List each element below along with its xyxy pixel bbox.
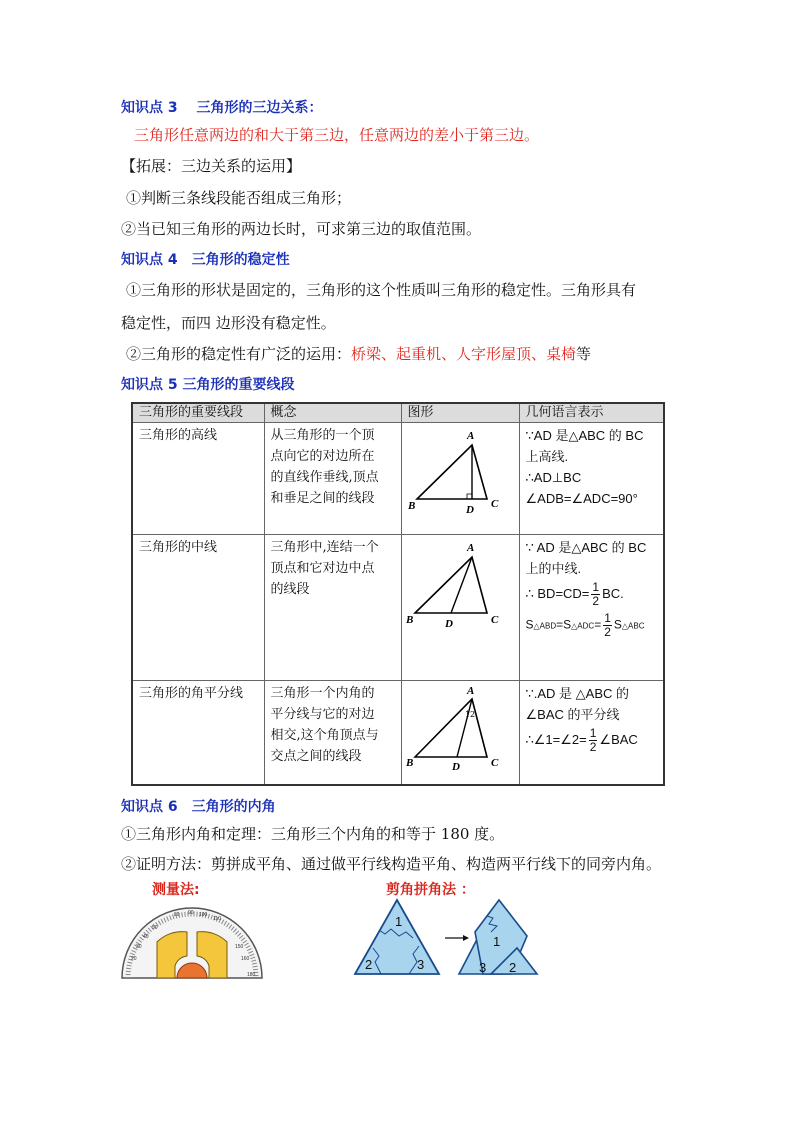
angle-2-label: 2 [469,710,475,719]
section-heading-k4: 知识点 4 三角形的稳定性 [121,252,290,268]
row-geometry-language [519,681,664,786]
table-header-row [132,403,664,423]
area-symbol: S [525,617,534,632]
vertex-b-label: B [405,757,413,769]
angle-2-number: 2 [365,957,373,972]
use-item-2: ②当已知三角形的两边长时，可求第三边的取值范围。 [121,220,482,238]
column-header: 概念 [264,403,401,423]
row-concept [264,423,401,535]
tick-label: 110 [213,916,221,922]
tick-label: 160 [241,956,250,962]
concept-line: 从三角形的一个顶 [270,428,375,443]
table-row-angle-bisector [132,681,664,786]
use-item-1: ①判断三条线段能否组成三角形； [126,189,352,207]
area-subscript: △ABC [621,621,645,631]
tick-label: 40 [143,934,149,940]
median-ad [451,557,472,613]
vertex-c-label: C [490,757,498,769]
vertex-b-label: B [405,614,413,626]
tick-label: 90 [188,910,194,916]
angle-2-number: 2 [509,960,517,975]
extension-title: 【拓展：三边关系的运用】 [121,157,302,175]
protractor-image [119,896,265,980]
point-d-label: D [451,761,460,773]
bisector-figure-cell [401,681,519,786]
fraction-half [589,727,598,754]
fraction-half [603,612,612,639]
geo-line-bisector-half [526,727,658,754]
angle-1-label: 1 [464,710,470,719]
tick-label: 80 [174,912,180,918]
cut-and-piece-image [351,896,541,980]
vertex-a-label: A [466,542,474,554]
triangle-abc [415,699,487,757]
geo-text: ∠BAC [599,731,638,747]
geo-line: ∵ AD 是△ABC 的 BC [525,540,647,555]
concept-line: 三角形一个内角的 [270,686,375,701]
tick-label: 50 [152,925,158,931]
stability-application [126,343,591,364]
geo-line: ∠ADB=∠ADC=90° [525,491,638,506]
row-name: 三角形的高线 [132,423,264,535]
concept-line: 相交,这个角顶点与 [270,728,379,743]
concept-line: 顶点和它对边中点 [270,561,375,576]
concept-line: 和垂足之间的线段 [270,491,375,506]
proof-methods: ②证明方法：剪拼成平角、通过做平行线构造平角、构造两平行线下的同旁内角。 [121,855,662,873]
angle-1-number: 1 [493,934,501,949]
vertex-a-label: A [466,685,474,697]
fraction-numerator: 1 [604,611,611,625]
concept-line: 平分线与它的对边 [270,707,375,722]
cut-method-title: 剪角拼角法 ： [386,882,475,898]
bisector-triangle-figure [402,681,520,777]
fraction-denominator: 2 [592,594,600,608]
row-name: 三角形的角平分线 [132,681,264,786]
row-concept [264,681,401,786]
median-triangle-figure [402,535,520,635]
geo-text: BC. [602,585,624,601]
area-subscript: △ADC [571,621,595,631]
section-heading-k5: 知识点 5 三角形的重要线段 [121,377,295,393]
area-equals: = [594,617,602,632]
arrow-head-icon [463,935,469,941]
column-header: 图形 [401,403,519,423]
stability-paragraph-line2: 稳定性，而四 边形没有稳定性。 [121,314,336,332]
vertex-b-label: B [407,500,415,512]
section-heading-k3: 知识点 3 三角形的三边关系： [121,100,323,116]
geo-line: ∵AD 是△ABC 的 BC [525,428,644,443]
application-examples: 桥梁、起重机、人字形屋顶、桌椅 [351,345,577,363]
table-row-altitude [132,423,664,535]
vertex-a-label: A [466,430,474,442]
geo-line: ∠BAC 的平分线 [525,707,620,722]
triangle-inequality-rule: 三角形任意两边的和大于第三边，任意两边的差小于第三边。 [134,126,540,144]
fraction-denominator: 2 [604,625,611,639]
vertex-c-label: C [490,498,498,510]
tick-label: 180 [247,972,256,978]
measure-method-title: 测量法: [152,882,200,898]
angle-1-number: 1 [395,914,403,929]
concept-line: 点向它的对边所在 [270,449,375,464]
row-geometry-language [519,423,664,535]
concept-line: 三角形中,连结一个 [270,540,379,555]
geo-line: 上高线. [525,449,569,464]
vertex-c-label: C [490,614,498,626]
fraction-numerator: 1 [592,580,600,594]
application-prefix: ②三角形的稳定性有广泛的运用： [126,345,352,363]
angle-3-number: 3 [417,957,425,972]
concept-line: 的线段 [270,582,310,597]
section-heading-k6: 知识点 6 三角形的内角 [121,799,276,815]
geo-line: 上的中线. [525,561,582,576]
geo-line-area [526,612,658,639]
geo-line: ∵.AD 是 △ABC 的 [525,686,630,701]
geo-line-median-half [526,581,658,608]
triangle-abc [415,557,487,613]
fraction-denominator: 2 [589,740,597,754]
concept-line: 交点之间的线段 [270,749,362,764]
point-d-label: D [465,504,474,516]
area-symbol: =S [556,617,572,632]
area-symbol: S [613,617,622,632]
table-row-median [132,535,664,681]
tick-label: 20 [131,956,137,962]
row-name: 三角形的中线 [132,535,264,681]
angle-3-number: 3 [479,960,487,975]
altitude-figure-cell [401,423,519,535]
fraction-numerator: 1 [589,726,597,740]
geo-line: ∴AD⊥BC [525,470,582,485]
altitude-triangle-figure [402,423,520,527]
tick-label: 150 [235,944,244,950]
concept-line: 的直线作垂线,顶点 [270,470,379,485]
area-subscript: △ABD [533,621,557,631]
angle-sum-theorem: ①三角形内角和定理：三角形三个内角的和等于 180 度。 [121,825,505,843]
row-concept [264,535,401,681]
tick-label: 30 [136,944,142,950]
triangle-abc [417,445,487,499]
important-lines-table [131,402,665,786]
application-suffix: 等 [576,345,592,363]
geo-text: ∴∠1=∠2= [525,731,587,747]
fraction-half [591,581,600,608]
column-header: 三角形的重要线段 [132,403,264,423]
geo-text: ∴ BD=CD= [525,585,590,601]
median-figure-cell [401,535,519,681]
row-geometry-language [519,535,664,681]
column-header: 几何语言表示 [519,403,664,423]
stability-paragraph-line1: ①三角形的形状是固定的，三角形的这个性质叫三角形的稳定性。三角形具有 [126,281,637,299]
point-d-label: D [444,618,453,630]
tick-label: 100 [199,912,208,918]
